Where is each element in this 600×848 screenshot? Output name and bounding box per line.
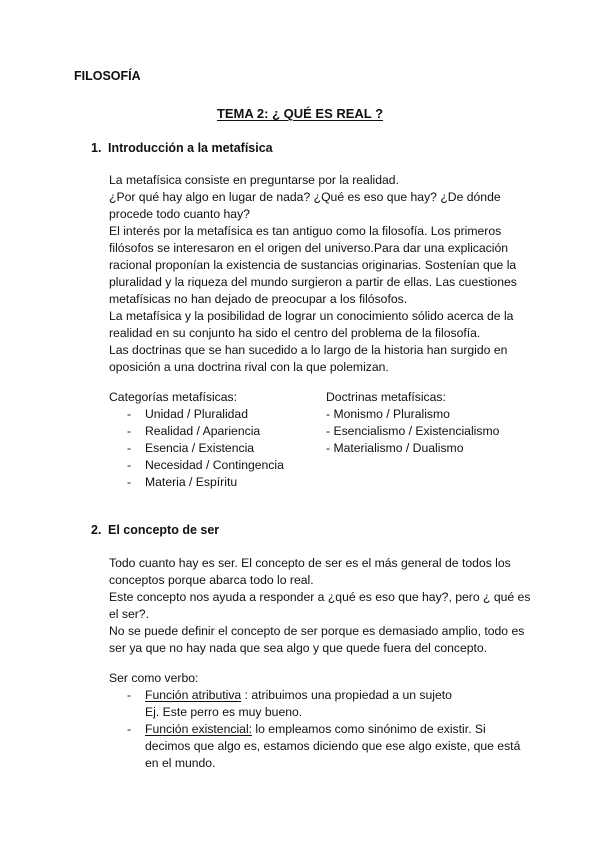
list-item: - Función existencial: lo empleamos como sinónimo de existir. Si decimos que algo es, estamos diciendo que ese algo existe, que está en el mundo. [127,722,521,770]
body-line: Las doctrinas que se han sucedido a lo largo de la historia han surgido en [109,343,508,357]
body-line: La metafísica consiste en preguntarse por la realidad. [109,173,399,187]
categories-heading: Categorías metafísicas: [109,390,238,404]
section-2-number: 2. [91,523,102,537]
body-line: oposición a una doctrina rival con la que polemizan. [109,360,389,374]
function-continuation: en el mundo. [145,756,216,770]
verb-block [109,670,520,772]
body-line: pluralidad y la riqueza del mundo surgieron a partir de ellas. Las cuestiones [109,275,517,289]
list-item: - Monismo / Pluralismo [326,407,450,421]
title-text: TEMA 2: ¿ QUÉ ES REAL ? [216,106,384,121]
list-item: - Materia / Espíritu [127,475,238,489]
list-item: - Necesidad / Contingencia [127,458,284,472]
section-1-heading [91,140,273,157]
section-2-heading [91,522,219,539]
section-1-number: 1. [91,141,102,155]
function-continuation: decimos que algo es, estamos diciendo que ese algo existe, que está [145,739,521,753]
body-line: racional proponían la existencia de sustancias originarias. Sostenían que la [109,258,517,272]
section-1-title: Introducción a la metafísica [108,141,273,155]
list-item: - Realidad / Apariencia [127,424,261,438]
body-line: La metafísica y la posibilidad de lograr un conocimiento sólido acerca de la [109,309,514,323]
doctrines-block [326,389,499,457]
function-continuation: Ej. Este perro es muy bueno. [145,705,303,719]
categories-list [109,406,284,491]
subject-label: FILOSOFÍA [74,69,141,83]
body-line: conceptos porque abarca todo lo real. [109,573,314,587]
body-line: metafísicas no han dejado de preocupar a los filósofos. [109,292,408,306]
list-item: - Materialismo / Dualismo [326,441,464,455]
body-line: Este concepto nos ayuda a responder a ¿qué es eso que hay?, pero ¿ qué es [109,590,531,604]
function-text: : atribuimos una propiedad a un sujeto [241,688,452,702]
body-line: ¿Por qué hay algo en lugar de nada? ¿Qué es eso que hay? ¿De dónde [109,190,501,204]
verb-heading: Ser como verbo: [109,671,199,685]
body-line: Todo cuanto hay es ser. El concepto de ser es el más general de todos los [109,556,511,570]
function-term: Función existencial: [145,722,253,736]
categories-block [109,389,284,491]
functions-list [109,687,520,772]
section-1-body [109,172,529,376]
body-line: No se puede definir el concepto de ser porque es demasiado amplio, todo es [109,624,525,638]
function-text: lo empleamos como sinónimo de existir. Si [252,722,486,736]
doctrines-list [326,406,499,457]
body-line: filósofos se interesaron en el origen del universo.Para dar una explicación [109,241,509,255]
doctrines-heading: Doctrinas metafísicas: [326,390,446,404]
body-line: ser ya que no hay nada que sea algo y que quede fuera del concepto. [109,641,488,655]
body-line: realidad en su conjunto ha sido el centro del problema de la filosofía. [109,326,481,340]
list-item: - Función atributiva : atribuimos una propiedad a un sujeto Ej. Este perro es muy bueno. [109,687,520,721]
section-2-title: El concepto de ser [108,523,220,537]
list-item: - Unidad / Pluralidad [127,407,248,421]
body-line: El interés por la metafísica es tan antiguo como la filosofía. Los primeros [109,224,502,238]
list-item: - Esencia / Existencia [127,441,255,455]
page-title [0,105,600,122]
list-item: - Esencialismo / Existencialismo [326,424,500,438]
function-term: Función atributiva [145,688,242,702]
body-line: el ser?. [109,607,149,621]
body-line: procede todo cuanto hay? [109,207,250,221]
section-2-body [109,555,529,657]
